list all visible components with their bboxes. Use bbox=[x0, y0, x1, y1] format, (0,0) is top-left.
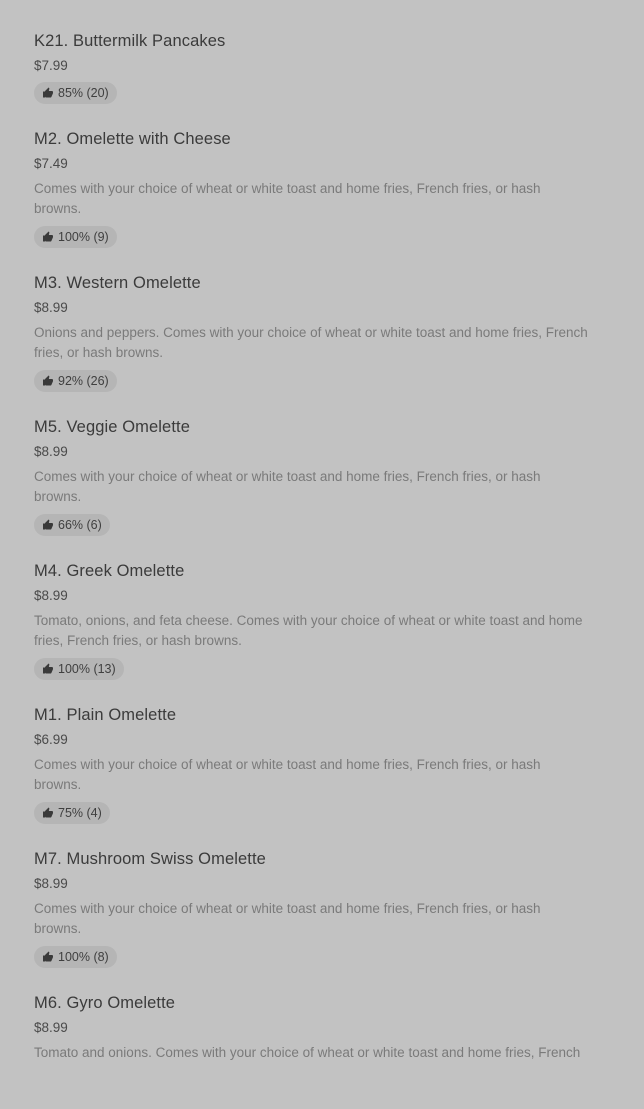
item-description: Onions and peppers. Comes with your choice of wheat or white toast and home fries, French fries, or hash browns. bbox=[34, 325, 588, 360]
item-name: M1. Plain Omelette bbox=[34, 706, 177, 724]
menu-item-veggie-omelette[interactable] bbox=[34, 416, 620, 536]
rating-badge bbox=[34, 514, 110, 536]
thumbs-up-icon bbox=[42, 663, 54, 675]
thumbs-up-icon bbox=[42, 375, 54, 387]
item-description: Comes with your choice of wheat or white toast and home fries, French fries, or hash browns. bbox=[34, 181, 541, 216]
menu-item-greek-omelette[interactable] bbox=[34, 560, 620, 680]
menu-item-gyro-omelette[interactable] bbox=[34, 992, 620, 1063]
rating-text: 92% (26) bbox=[58, 374, 109, 388]
item-price: $8.99 bbox=[34, 300, 68, 315]
item-description: Tomato, onions, and feta cheese. Comes with your choice of wheat or white toast and home fries, French fries, or hash browns. bbox=[34, 613, 583, 648]
item-name: M4. Greek Omelette bbox=[34, 562, 185, 580]
menu-item-buttermilk-pancakes[interactable] bbox=[34, 30, 620, 104]
thumbs-up-icon bbox=[42, 87, 54, 99]
item-price: $8.99 bbox=[34, 1020, 68, 1035]
item-description: Comes with your choice of wheat or white toast and home fries, French fries, or hash browns. bbox=[34, 901, 541, 936]
menu-item-plain-omelette[interactable] bbox=[34, 704, 620, 824]
rating-text: 66% (6) bbox=[58, 518, 102, 532]
thumbs-up-icon bbox=[42, 519, 54, 531]
rating-badge bbox=[34, 226, 117, 248]
item-price: $8.99 bbox=[34, 588, 68, 603]
menu-item-omelette-with-cheese[interactable] bbox=[34, 128, 620, 248]
rating-text: 100% (8) bbox=[58, 950, 109, 964]
item-description: Comes with your choice of wheat or white toast and home fries, French fries, or hash browns. bbox=[34, 757, 541, 792]
item-price: $8.99 bbox=[34, 876, 68, 891]
item-price: $6.99 bbox=[34, 732, 68, 747]
item-name: M3. Western Omelette bbox=[34, 274, 201, 292]
item-name: M7. Mushroom Swiss Omelette bbox=[34, 850, 266, 868]
rating-badge bbox=[34, 82, 117, 104]
menu-item-mushroom-swiss-omelette[interactable] bbox=[34, 848, 620, 968]
rating-text: 85% (20) bbox=[58, 86, 109, 100]
rating-badge bbox=[34, 802, 110, 824]
item-price: $7.49 bbox=[34, 156, 68, 171]
item-name: M5. Veggie Omelette bbox=[34, 418, 190, 436]
item-description: Tomato and onions. Comes with your choice of wheat or white toast and home fries, French bbox=[34, 1045, 581, 1060]
rating-badge bbox=[34, 370, 117, 392]
item-name: M6. Gyro Omelette bbox=[34, 994, 176, 1012]
menu-item-western-omelette[interactable] bbox=[34, 272, 620, 392]
menu-item-list bbox=[34, 30, 620, 1087]
item-description: Comes with your choice of wheat or white toast and home fries, French fries, or hash browns. bbox=[34, 469, 541, 504]
rating-text: 75% (4) bbox=[58, 806, 102, 820]
rating-badge bbox=[34, 658, 124, 680]
rating-text: 100% (9) bbox=[58, 230, 109, 244]
thumbs-up-icon bbox=[42, 807, 54, 819]
item-price: $7.99 bbox=[34, 58, 68, 73]
item-name: K21. Buttermilk Pancakes bbox=[34, 32, 226, 50]
rating-text: 100% (13) bbox=[58, 662, 116, 676]
thumbs-up-icon bbox=[42, 231, 54, 243]
thumbs-up-icon bbox=[42, 951, 54, 963]
item-name: M2. Omelette with Cheese bbox=[34, 130, 231, 148]
rating-badge bbox=[34, 946, 117, 968]
item-price: $8.99 bbox=[34, 444, 68, 459]
